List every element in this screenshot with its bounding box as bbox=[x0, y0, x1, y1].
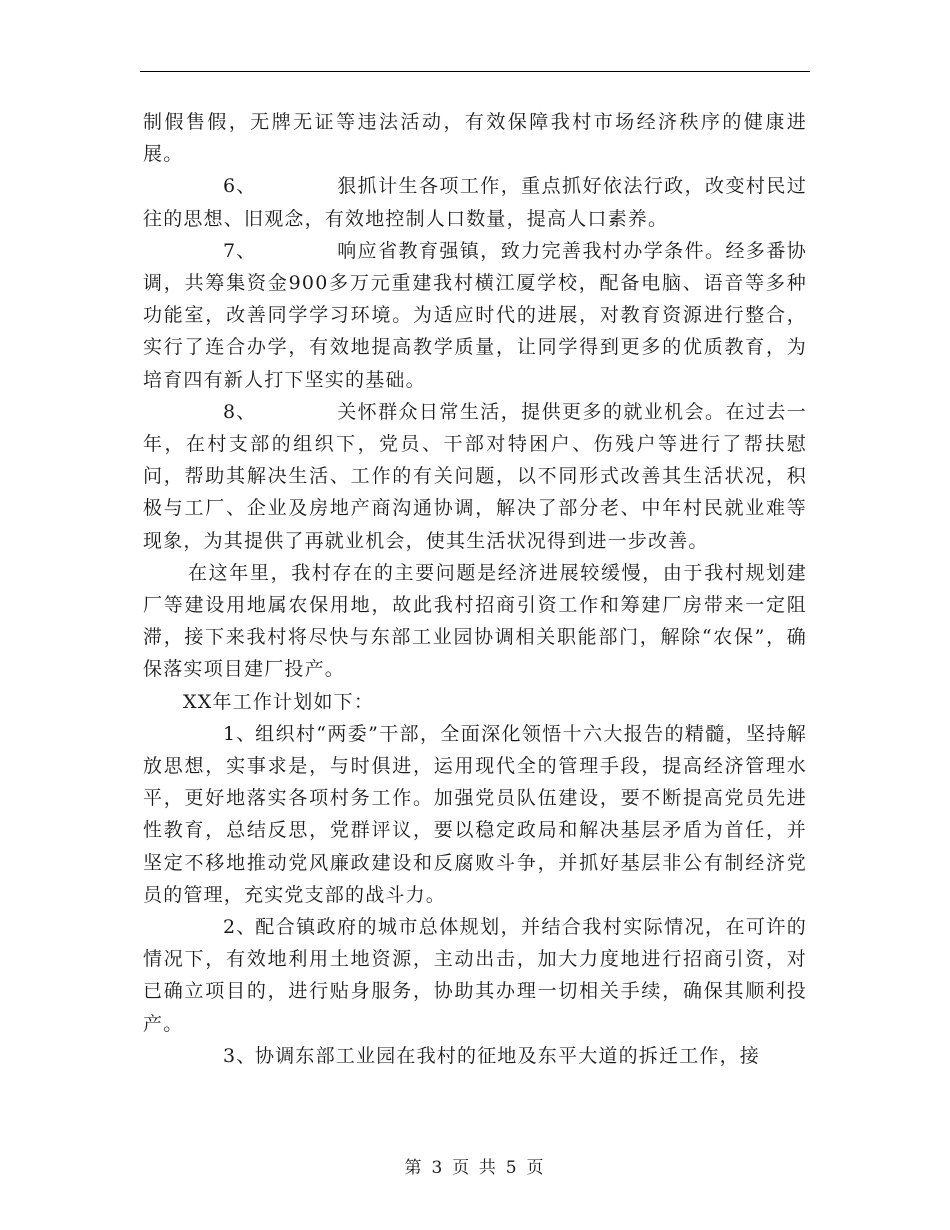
paragraph-plan-3 bbox=[143, 1040, 807, 1072]
paragraph-item-6 bbox=[143, 170, 807, 234]
paragraph-problems: 在这年里，我村存在的主要问题是经济进展较缓慢，由于我村规划建厂等建设用地属农保用地，故此我村招商引资工作和筹建厂房带来一定阻滞，接下来我村将尽快与东部工业园协调相关职能部门，解除“农保”，确保落实项目建厂投产。 bbox=[143, 561, 807, 681]
paragraph-text: 关怀群众日常生活，提供更多的就业机会。在过去一年，在村支部的组织下，党员、干部对特困户、伤残户等进行了帮扶慰问，帮助其解决生活、工作的有关问题，以不同形式改善其生活状况，积极与工厂、企业及房地产商沟通协调，解决了部分老、中年村民就业难等现象，为其提供了再就业机会，使其生活状况得到进一步改善。 bbox=[143, 400, 807, 552]
plan-heading: XX年工作计划如下： bbox=[183, 690, 375, 713]
header-rule bbox=[140, 71, 810, 72]
item-number: 6、 bbox=[223, 175, 257, 198]
page-footer bbox=[0, 1153, 950, 1178]
document-body bbox=[143, 106, 807, 1072]
paragraph-text: 响应省教育强镇，致力完善我村办学条件。经多番协调，共筹集资金900多万元重建我村横江厦学校，配备电脑、语音等多种功能室，改善同学学习环境。为适应时代的进展，对教育资源进行整合，实行了连合办学，有效地提高教学质量，让同学得到更多的优质教育，为培育四有新人打下坚实的基础。 bbox=[143, 239, 807, 391]
paragraph-continuation: 制假售假，无牌无证等违法活动，有效保障我村市场经济秩序的健康进展。 bbox=[143, 111, 807, 166]
footer-prefix: 第 bbox=[404, 1158, 424, 1178]
footer-middle: 页 共 bbox=[452, 1158, 498, 1178]
paragraph-text: 组织村“两委”干部，全面深化领悟十六大报告的精髓，坚持解放思想，实事求是，与时俱进，运用现代全的管理手段，提高经济管理水平，更好地落实各项村务工作。加强党员队伍建设，要不断提高党员先进性教育，总结反思，党群评议，要以稳定政局和解决基层矛盾为首任，并坚定不移地推动党风廉政建设和反腐败斗争，并抓好基层非公有制经济党员的管理，充实党支部的战斗力。 bbox=[143, 722, 807, 906]
paragraph-text: 配合镇政府的城市总体规划，并结合我村实际情况，在可许的情况下，有效地利用土地资源，主动出击，加大力度地进行招商引资，对已确立项目的，进行贴身服务，协助其办理一切相关手续，确保其顺利投产。 bbox=[143, 916, 807, 1035]
item-number: 3、 bbox=[223, 1044, 257, 1067]
item-number: 8、 bbox=[223, 400, 257, 423]
paragraph-item-8 bbox=[143, 396, 807, 557]
current-page-number: 3 bbox=[431, 1158, 445, 1178]
footer-suffix: 页 bbox=[526, 1158, 546, 1178]
item-number: 2、 bbox=[223, 916, 257, 939]
paragraph-text: 协调东部工业园在我村的征地及东平大道的拆迁工作，接 bbox=[255, 1044, 761, 1067]
paragraph-item-7 bbox=[143, 235, 807, 396]
item-number: 1、 bbox=[223, 722, 257, 745]
paragraph-text: 狠抓计生各项工作，重点抓好依法行政，改变村民过往的思想、旧观念，有效地控制人口数量，提高人口素养。 bbox=[143, 175, 807, 230]
total-pages: 5 bbox=[505, 1158, 519, 1178]
item-number: 7、 bbox=[223, 239, 257, 262]
paragraph-plan-2 bbox=[143, 911, 807, 1040]
paragraph-plan-1 bbox=[143, 718, 807, 911]
